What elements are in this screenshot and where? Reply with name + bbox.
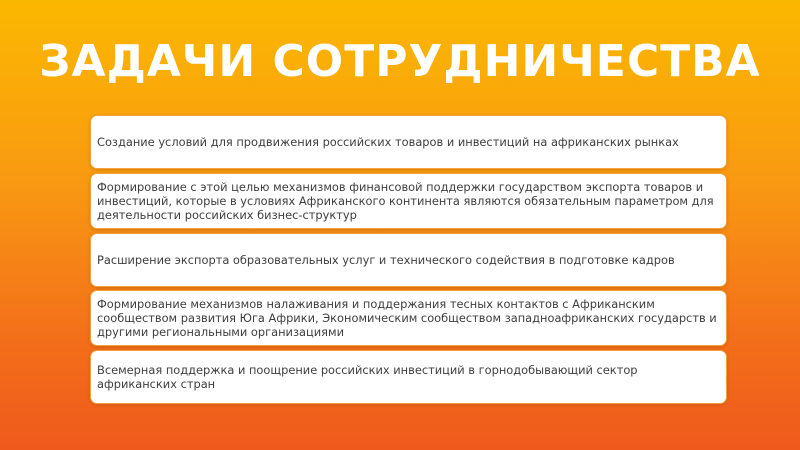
slide-title: ЗАДАЧИ СОТРУДНИЧЕСТВА (39, 36, 761, 87)
task-item-2-text: Формирование с этой целью механизмов финансовой поддержки государством экспорта товаров и инвестиций, которые в условиях Африканского континента являются обязательным параметром для деятельности российских бизнес-структур (97, 180, 714, 222)
task-item-3 (90, 233, 727, 287)
task-item-5 (90, 350, 727, 404)
task-item-4 (90, 290, 727, 346)
task-item-5-text: Всемерная поддержка и поощрение российских инвестиций в горнодобывающий сектор африканских стран (97, 363, 638, 391)
task-item-3-text: Расширение экспорта образовательных услуг и технического содействия в подготовке кадров (97, 253, 675, 267)
task-item-4-text: Формирование механизмов налаживания и поддержания тесных контактов с Африканским сообществом развития Юга Африки, Экономическим сообществом западноафриканских государств и другими региональными организациями (97, 297, 717, 339)
task-item-1-text: Создание условий для продвижения российских товаров и инвестиций на африканских рынках (97, 135, 679, 149)
task-item-2 (90, 173, 727, 229)
task-item-1 (90, 115, 727, 169)
